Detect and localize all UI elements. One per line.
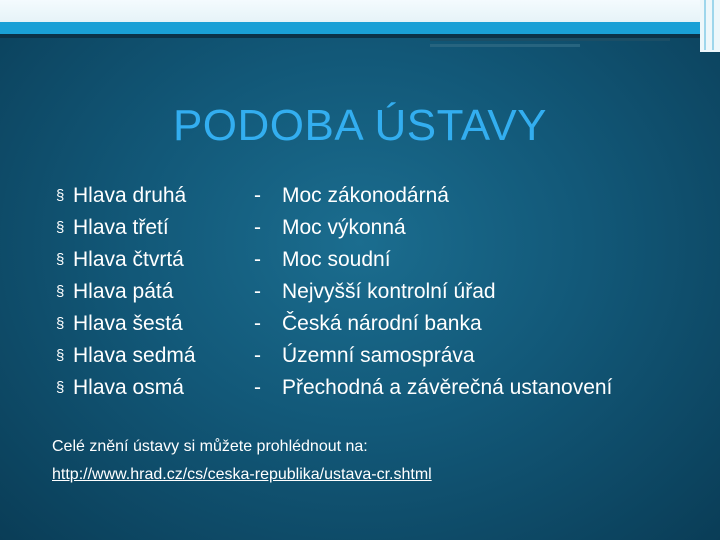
topic-label: Moc soudní <box>282 248 391 271</box>
chapter-label: Hlava pátá <box>73 280 174 303</box>
chapter-label: Hlava druhá <box>73 184 187 207</box>
dash-marker: - <box>254 312 261 335</box>
section-marker: § <box>56 347 65 364</box>
dash-marker: - <box>254 280 261 303</box>
topic-item <box>254 180 612 212</box>
topic-label: Územní samospráva <box>282 344 475 367</box>
source-note <box>52 433 432 489</box>
topic-item <box>254 372 612 404</box>
dash-marker: - <box>254 344 261 367</box>
decoration-line <box>704 0 706 50</box>
header-decoration-line <box>430 44 580 47</box>
chapter-item <box>56 180 196 212</box>
right-decoration-strip <box>700 0 720 52</box>
note-text: Celé znění ústavy si můžete prohlédnout na: <box>52 438 368 455</box>
dash-marker: - <box>254 248 261 271</box>
section-marker: § <box>56 379 65 396</box>
topic-label: Přechodná a závěrečná ustanovení <box>282 376 613 399</box>
chapter-label: Hlava sedmá <box>73 344 196 367</box>
dash-marker: - <box>254 184 261 207</box>
constitution-link[interactable]: http://www.hrad.cz/cs/ceska-republika/ustava-cr.shtml <box>52 466 432 483</box>
topic-label: Moc výkonná <box>282 216 406 239</box>
section-marker: § <box>56 219 65 236</box>
header-decoration-line <box>430 38 670 41</box>
topic-item <box>254 276 612 308</box>
topic-label: Nejvyšší kontrolní úřad <box>282 280 496 303</box>
chapter-label: Hlava osmá <box>73 376 184 399</box>
chapter-item <box>56 212 196 244</box>
section-marker: § <box>56 283 65 300</box>
topic-label: Česká národní banka <box>282 312 482 335</box>
topic-item <box>254 308 612 340</box>
chapter-item <box>56 244 196 276</box>
decoration-line <box>712 0 714 50</box>
chapter-item <box>56 372 196 404</box>
chapter-label: Hlava třetí <box>73 216 169 239</box>
chapter-item <box>56 276 196 308</box>
topic-item <box>254 340 612 372</box>
dash-marker: - <box>254 216 261 239</box>
top-accent-bar <box>0 22 700 34</box>
topic-item <box>254 244 612 276</box>
chapter-label: Hlava šestá <box>73 312 183 335</box>
slide-title: PODOBA ÚSTAVY <box>172 101 548 151</box>
dash-marker: - <box>254 376 261 399</box>
chapter-label: Hlava čtvrtá <box>73 248 184 271</box>
chapter-item <box>56 308 196 340</box>
chapter-list <box>56 180 196 404</box>
topic-label: Moc zákonodárná <box>282 184 449 207</box>
section-marker: § <box>56 187 65 204</box>
top-decoration-strip <box>0 0 720 22</box>
section-marker: § <box>56 251 65 268</box>
topic-item <box>254 212 612 244</box>
chapter-item <box>56 340 196 372</box>
chapter-topic-list <box>254 180 612 404</box>
section-marker: § <box>56 315 65 332</box>
